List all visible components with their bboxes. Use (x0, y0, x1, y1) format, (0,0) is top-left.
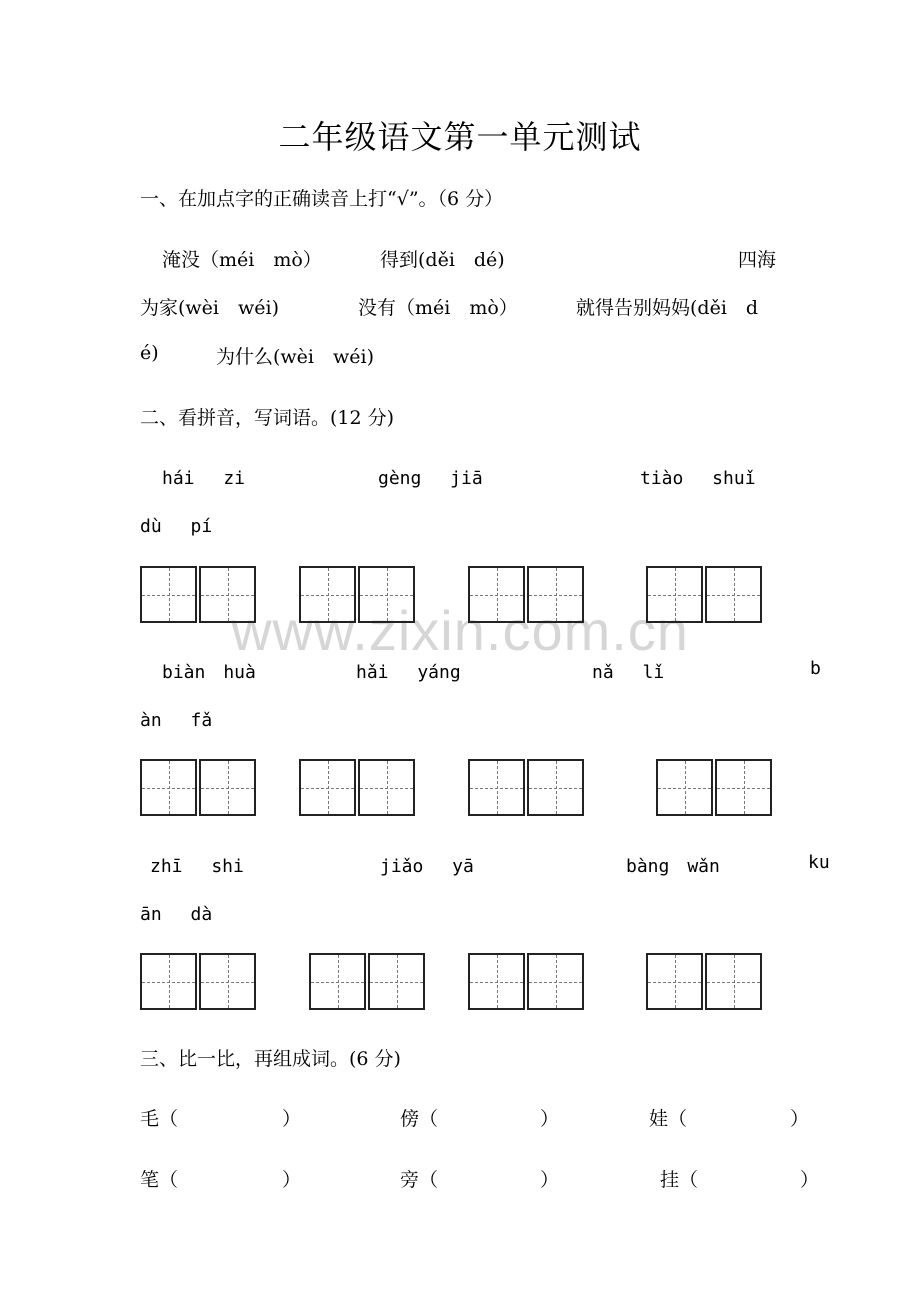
write-box[interactable] (368, 953, 425, 1010)
pinyin-label: dù pí (140, 516, 213, 537)
write-box[interactable] (715, 759, 772, 816)
write-box[interactable] (140, 566, 197, 623)
write-box[interactable] (299, 566, 356, 623)
compare-char: 挂（ (660, 1169, 699, 1191)
write-box[interactable] (646, 953, 703, 1010)
write-box-pair[interactable] (299, 759, 415, 816)
write-box[interactable] (199, 566, 256, 623)
section2-heading: 二、看拼音，写词语。(12 分) (140, 407, 395, 429)
pinyin-label: ān dà (140, 904, 213, 925)
write-box[interactable] (656, 759, 713, 816)
write-box-pair[interactable] (140, 759, 256, 816)
section1-heading: 一、在加点字的正确读音上打“√”。（6 分） (140, 188, 504, 210)
section3-heading: 三、比一比，再组成词。(6 分) (140, 1048, 401, 1070)
s1-item: 就得告别妈妈(děi d (576, 297, 759, 319)
write-box-pair[interactable] (299, 566, 415, 623)
write-box-pair[interactable] (468, 953, 584, 1010)
s1-item: 得到(děi dé) (380, 249, 505, 271)
pinyin-label: jiǎo yā (380, 856, 474, 877)
watermark: www.zixin.com.cn (231, 599, 689, 662)
s1-item: é) (140, 342, 159, 364)
write-box-pair[interactable] (468, 759, 584, 816)
write-box[interactable] (468, 953, 525, 1010)
pinyin-label: hái zi (162, 468, 246, 489)
pinyin-label: bàng wǎn (626, 856, 720, 877)
write-box[interactable] (527, 566, 584, 623)
write-box[interactable] (527, 953, 584, 1010)
write-box[interactable] (646, 566, 703, 623)
compare-blank-close: ） (790, 1108, 810, 1130)
write-box-pair[interactable] (468, 566, 584, 623)
page-title: 二年级语文第一单元测试 (278, 118, 642, 156)
pinyin-label: hǎi yáng (356, 662, 461, 683)
write-box[interactable] (358, 566, 415, 623)
compare-blank-close: ） (540, 1169, 560, 1191)
write-box-pair[interactable] (140, 953, 256, 1010)
compare-blank-close: ） (282, 1108, 302, 1130)
compare-blank-close: ） (540, 1108, 560, 1130)
write-box[interactable] (468, 759, 525, 816)
compare-char: 傍（ (400, 1108, 439, 1130)
write-box[interactable] (705, 566, 762, 623)
pinyin-label: biàn huà (162, 662, 256, 683)
write-box[interactable] (527, 759, 584, 816)
write-box[interactable] (705, 953, 762, 1010)
write-box-pair[interactable] (646, 566, 762, 623)
pinyin-label: àn fǎ (140, 710, 213, 731)
compare-char: 娃（ (649, 1108, 688, 1130)
pinyin-label: gèng jiā (378, 468, 483, 489)
write-box[interactable] (140, 759, 197, 816)
pinyin-label: tiào shuǐ (640, 468, 756, 489)
write-box[interactable] (358, 759, 415, 816)
s1-item: 淹没（méi mò） (162, 249, 322, 271)
compare-blank-close: ） (800, 1169, 820, 1191)
pinyin-label: zhī shi (150, 856, 244, 877)
write-box[interactable] (199, 953, 256, 1010)
write-box[interactable] (299, 759, 356, 816)
write-box-pair[interactable] (309, 953, 425, 1010)
write-box[interactable] (309, 953, 366, 1010)
s1-item: 四海 (738, 249, 777, 271)
s1-item: 为家(wèi wéi) (140, 297, 279, 319)
pinyin-label: b (810, 658, 821, 679)
compare-char: 旁（ (400, 1169, 439, 1191)
write-box[interactable] (468, 566, 525, 623)
s1-item: 没有（méi mò） (358, 297, 518, 319)
s1-item: 为什么(wèi wéi) (216, 346, 374, 368)
pinyin-label: ku (808, 852, 830, 873)
compare-char: 毛（ (140, 1108, 179, 1130)
write-box-pair[interactable] (656, 759, 772, 816)
compare-blank-close: ） (282, 1169, 302, 1191)
write-box[interactable] (140, 953, 197, 1010)
pinyin-label: nǎ lǐ (592, 662, 665, 683)
write-box[interactable] (199, 759, 256, 816)
write-box-pair[interactable] (646, 953, 762, 1010)
write-box-pair[interactable] (140, 566, 256, 623)
compare-char: 笔（ (140, 1169, 179, 1191)
